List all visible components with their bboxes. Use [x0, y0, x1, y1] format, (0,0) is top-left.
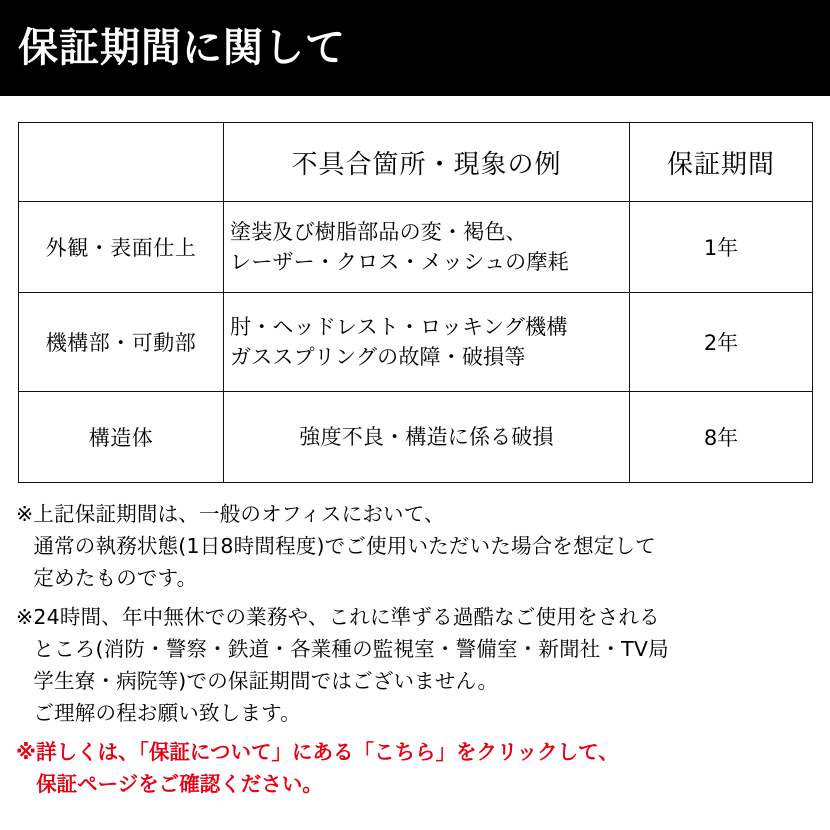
note-item-warning[interactable]: [16, 737, 814, 801]
note-body: [33, 602, 814, 729]
table-row: [19, 392, 813, 483]
row-description: [224, 202, 630, 293]
column-header-blank: [19, 123, 224, 202]
note-item: [16, 602, 814, 729]
note-line: 上記保証期間は、一般のオフィスにおいて、: [33, 502, 445, 526]
table-row: [19, 202, 813, 293]
row-description-line: レーザー・クロス・メッシュの摩耗: [230, 250, 569, 274]
note-line: 学生寮・病院等)での保証期間ではございません。: [33, 668, 499, 693]
row-category: 機構部・可動部: [19, 293, 224, 392]
column-header-term: 保証期間: [630, 123, 813, 202]
row-category: 外観・表面仕上: [19, 202, 224, 293]
row-category: 構造体: [19, 392, 224, 483]
row-term: 8年: [630, 392, 813, 483]
note-mark: ※: [16, 605, 34, 630]
notes-section: [0, 483, 830, 801]
note-item: [16, 499, 814, 594]
row-description-line: 塗装及び樹脂部品の変・褐色、: [230, 219, 527, 244]
warranty-table: [18, 122, 813, 483]
table-row: [19, 293, 813, 392]
page-header: [0, 0, 830, 96]
note-line: 通常の執務状態(1日8時間程度)でご使用いただいた場合を想定して: [33, 533, 656, 558]
row-term: 2年: [630, 293, 813, 392]
page-title: 保証期間に関して: [18, 25, 346, 71]
note-line: ご理解の程お願い致します。: [33, 700, 301, 725]
row-description-line: 肘・ヘッドレスト・ロッキング機構: [230, 314, 568, 339]
row-term: 1年: [630, 202, 813, 293]
row-description-line: ガススプリングの故障・破損等: [230, 345, 526, 369]
column-header-symptom: 不具合箇所・現象の例: [224, 123, 630, 202]
note-line: 24時間、年中無休での業務や、これに準ずる過酷なご使用をされる: [33, 605, 660, 630]
note-line: 保証ページをご確認ください。: [36, 772, 323, 797]
note-line: ところ(消防・警察・鉄道・各業種の監視室・警備室・新聞社・TV局: [33, 637, 669, 662]
note-mark: ※: [16, 740, 37, 765]
row-description-line: 強度不良・構造に係る破損: [299, 424, 554, 449]
note-body: [33, 499, 814, 594]
row-description: [224, 392, 630, 483]
note-line: 定めたものです。: [33, 565, 198, 590]
note-body: [36, 737, 814, 801]
warranty-table-wrap: [0, 96, 830, 483]
note-line: 詳しくは、「保証について」にある「こちら」をクリックして、: [36, 740, 619, 765]
note-mark: ※: [16, 502, 34, 526]
table-header-row: [19, 123, 813, 202]
row-description: [224, 293, 630, 392]
